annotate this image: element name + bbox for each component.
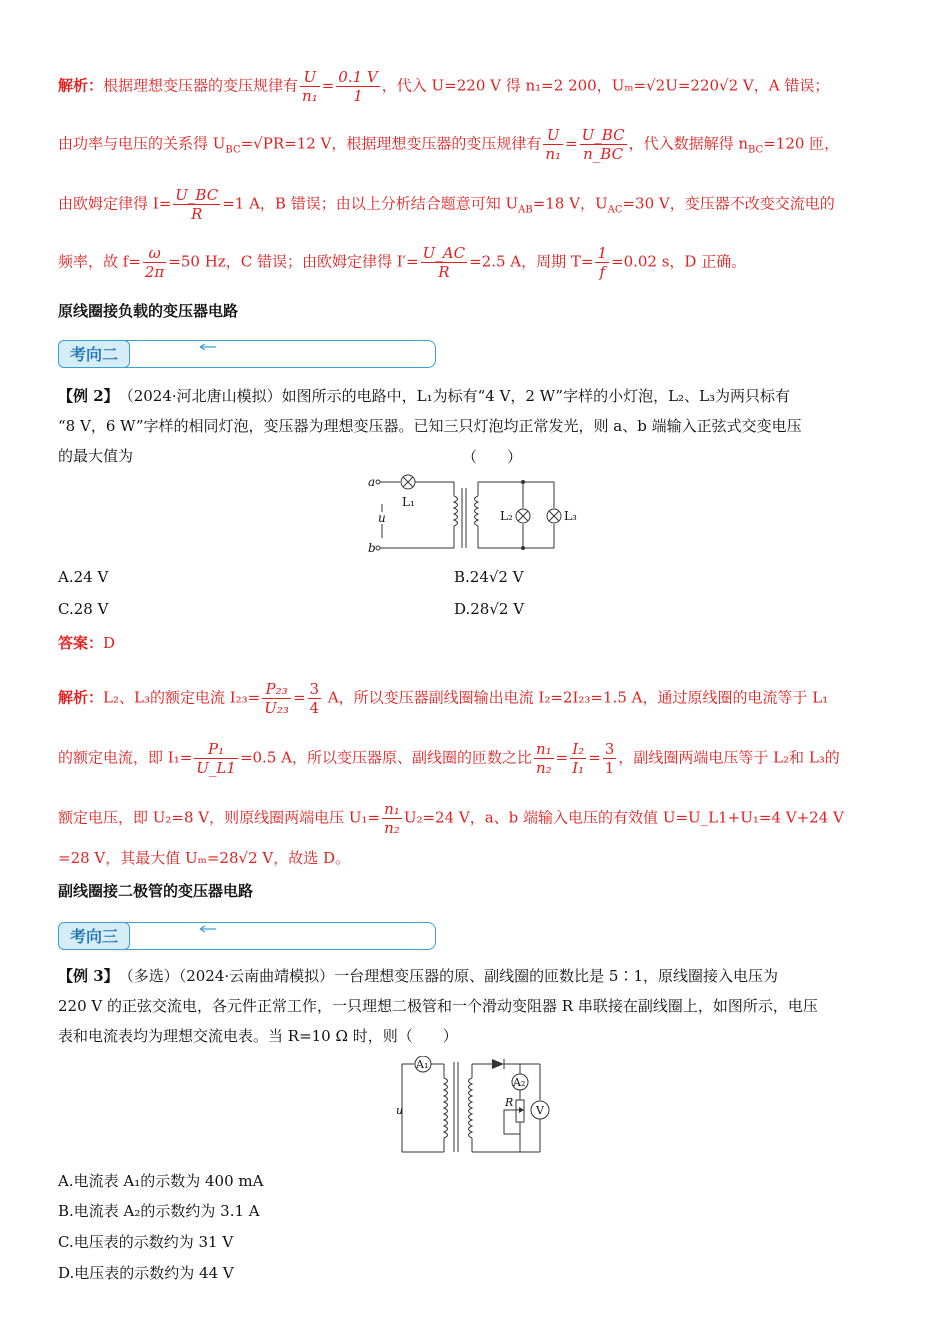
topic-tag-2 [58,340,436,368]
example3-line3: 表和电流表均为理想交流电表。当 R=10 Ω 时，则（ ） [58,1027,458,1045]
analysis1-line3: 由欧姆定律得 I= $\frac{U\_BC}{R}$ =1 A，B 错误；由以上分析结合题意可知 $U_{AB}=18$ V，$U_{AC}=30$ V，变压器不改变交流电的 [58,186,835,223]
example-label: 【例 3】 [58,967,112,985]
circuit-diagram-2 [388,1056,560,1158]
lamp-L1-label: L₁ [402,495,415,509]
fraction: $\frac{U\_BC}{R}$ [175,186,219,223]
arrow-icon [198,924,218,934]
lamp-L3-label: L₃ [564,509,577,523]
fraction: $\frac{\text{n₁}}{\text{n₂}}$ [384,800,400,837]
option-d: D.28√2 V [454,600,525,618]
rheostat-R-label: R [505,1096,514,1109]
analysis2-line1: 解析：L₂、L₃的额定电流 I₂₃= $\frac{\text{P₂₃}}{\text{U₂₃}}$ = $\frac{3}{4}$ A，所以变压器副线圈输出电流 I₂=2I₂₃=1.5 A，通过原线圈的电流等于 L₁ [58,680,829,717]
voltmeter-V-label: V [536,1104,544,1117]
topic-tag-3 [58,922,436,950]
example3-line1: 【例 3】 （多选）（2024·云南曲靖模拟）一台理想变压器的原、副线圈的匝数比是 5∶1，原线圈接入电压为 [58,967,778,985]
fraction: $\frac{\text{P₁}}{U\_L1}$ [196,740,236,777]
fraction: $\frac{3}{1}$ [604,740,615,777]
answer-blank: （ ） [462,448,523,466]
option-a: A.电流表 A₁的示数为 400 mA [58,1172,264,1190]
ammeter-A1-label: A₁ [416,1058,429,1071]
answer-line: 答案：D [58,634,116,652]
tag-label: 考向三 [58,922,130,950]
tag-frame [124,922,436,950]
fraction: $\frac{U\_AC}{R}$ [422,244,466,281]
example3-line2: 220 V 的正弦交流电，各元件正常工作，一只理想二极管和一个滑动变阻器 R 串联接在副线圈上，如图所示，电压 [58,997,818,1015]
lamp-L2-label: L₂ [500,509,513,523]
example-label: 【例 2】 [58,387,112,405]
fraction: $\frac{3}{4}$ [309,680,320,717]
fraction: $\frac{0.1 V}{1}$ [338,68,378,105]
analysis-label: 解析： [58,76,104,95]
tag-label: 考向二 [58,340,130,368]
option-d: D.电压表的示数约为 44 V [58,1264,234,1282]
fraction: $\frac{\omega}{2\pi}$ [144,244,165,281]
fraction: $\frac{U}{\text{n₁}}$ [545,126,562,163]
fraction: $\frac{1}{f}$ [597,244,607,281]
analysis1-line2: 由功率与电压的关系得 $U_{BC}=√PR=12$ V，根据理想变压器的变压规律有 $\frac{U}{\text{n₁}}$ = $\frac{U\_BC}{n\_BC}$ ，代入数据解得 $n_{BC}=120$ 匝， [58,126,840,163]
analysis1-line4: 频率，故 f= $\frac{\omega}{2\pi}$ =50 Hz，C 错误；由欧姆定律得 I′= $\frac{U\_AC}{R}$ =2.5 A，周期 T= $\frac{1}{f}$ =0.02 s，D 正确。 [58,244,747,281]
fraction: $\frac{\text{n₁}}{\text{n₂}}$ [535,740,552,777]
example2-line2: “8 V，6 W”字样的相同灯泡，变压器为理想变压器。已知三只灯泡均正常发光，则 a、b 端输入正弦式交变电压 [58,417,802,435]
fraction: $\frac{\text{P₂₃}}{\text{U₂₃}}$ [264,680,289,717]
tag-frame [124,340,436,368]
example2-line1: 【例 2】 （2024·河北唐山模拟）如图所示的电路中，L₁为标有“4 V，2 W”字样的小灯泡，L₂、L₃为两只标有 [58,387,791,405]
option-c: C.28 V [58,600,109,618]
analysis2-line3: 额定电压，即 U₂=8 V，则原线圈两端电压 U₁= $\frac{\text{n₁}}{\text{n₂}}$ U₂=24 V，a、b 端输入电压的有效值 U=U_L1+U₁=4 V+24 V [58,800,844,837]
fraction: $\frac{U}{\text{n₁}}$ [302,68,318,105]
analysis2-line2: 的额定电流，即 I₁= $\frac{\text{P₁}}{U\_L1}$ =0.5 A，所以变压器原、副线圈的匝数之比 $\frac{\text{n₁}}{\text{n₂}}$ = $\frac{\text{I₂}}{\text{I₁}}$ = $\frac{3}{1}$ ，副线圈两端电压等于 L₂和 L₃的 [58,740,840,777]
analysis1-line1: 解析：根据理想变压器的变压规律有 $\frac{U}{\text{n₁}}$ = $\frac{0.1 V}{1}$ ，代入 U=220 V 得 n₁=2 200，Uₘ=√2U=220√2 V，A 错误； [58,68,830,105]
terminal-b-label: b [368,541,376,555]
option-a: A.24 V [58,568,109,586]
arrow-icon [198,342,218,352]
option-c: C.电压表的示数约为 31 V [58,1233,234,1251]
fraction: $\frac{\text{I₂}}{\text{I₁}}$ [572,740,585,777]
example2-line3: 的最大值为 [58,447,134,465]
circuit-diagram-1 [368,474,588,558]
voltage-u-label: u [378,511,386,525]
option-b: B.电流表 A₂的示数约为 3.1 A [58,1202,260,1220]
option-b: B.24√2 V [454,568,524,586]
terminal-a-label: a [368,475,376,489]
voltage-u-label: u [396,1104,404,1117]
fraction: $\frac{U\_BC}{n\_BC}$ [581,126,625,163]
section-heading: 副线圈接二极管的变压器电路 [58,882,254,900]
section-heading: 原线圈接负载的变压器电路 [58,302,239,320]
ammeter-A2-label: A₂ [513,1076,526,1089]
analysis2-line4: =28 V，其最大值 Uₘ=28√2 V，故选 D。 [58,849,351,867]
